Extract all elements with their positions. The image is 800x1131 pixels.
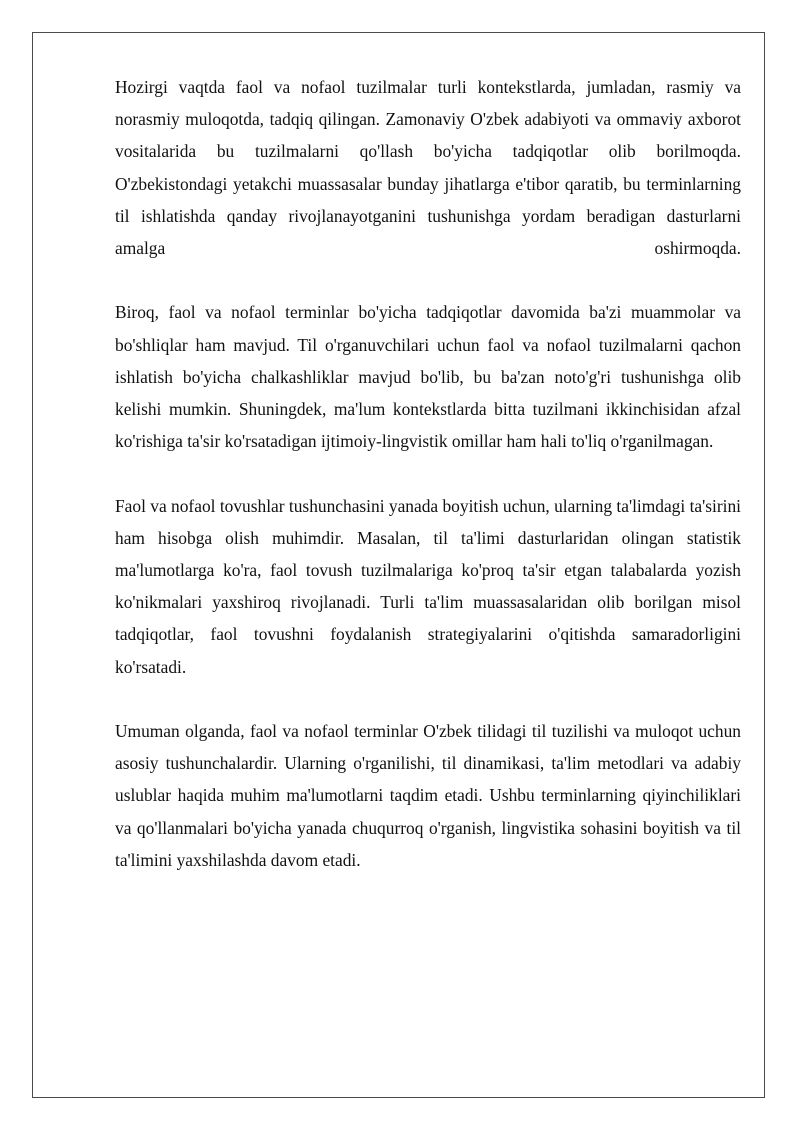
paragraph-2: Biroq, faol va nofaol terminlar bo'yicha tadqiqotlar davomida ba'zi muammolar va bo'shliqlar ham mavjud. Til o'rganuvchilari uchun faol va nofaol tuzilmalarni qachon ishlatish bo'yicha chalkashliklar mavjud bo'lib, bu ba'zan noto'g'ri tushunishga olib kelishi mumkin. Shuningdek, ma'lum kontekstlarda bitta tuzilmani ikkinchisidan afzal ko'rishiga ta'sir ko'rsatadigan ijtimoiy-lingvistik omillar ham hali to'liq o'rganilmagan. xyxy=(115,302,741,452)
document-body xyxy=(115,71,741,908)
paragraph-1: Hozirgi vaqtda faol va nofaol tuzilmalar turli kontekstlarda, jumladan, rasmiy va norasmiy muloqotda, tadqiq qilingan. Zamonaviy O'zbek adabiyoti va ommaviy axborot vositalarida bu tuzilmalarni qo'llash bo'yicha tadqiqotlar olib borilmoqda. O'zbekistondagi yetakchi muassasalar bunday jihatlarga e'tibor qaratib, bu terminlarning til ishlatishda qanday rivojlanayotganini tushunishga yordam beradigan dasturlarni amalga oshirmoqda. xyxy=(115,77,741,259)
paragraph-4: Umuman olganda, faol va nofaol terminlar O'zbek tilidagi til tuzilishi va muloqot uchun asosiy tushunchalardir. Ularning o'rganilishi, til dinamikasi, ta'lim metodlari va adabiy uslublar haqida muhim ma'lumotlarni taqdim etadi. Ushbu terminlarning qiyinchiliklari va qo'llanmalari bo'yicha yanada chuqurroq o'rganish, lingvistika sohasini boyitish va til ta'limini yaxshilashda davom etadi. xyxy=(115,721,741,870)
paragraph-3: Faol va nofaol tovushlar tushunchasini yanada boyitish uchun, ularning ta'limdagi ta'sirini ham hisobga olish muhimdir. Masalan, til ta'limi dasturlaridan olingan statistik ma'lumotlarga ko'ra, faol tovush tuzilmalariga ko'proq ta'sir etgan talabalarda yozish ko'nikmalari yaxshiroq rivojlanadi. Turli ta'lim muassasalaridan olib borilgan misol tadqiqotlar, faol tovushni foydalanish strategiyalarini o'qitishda samaradorligini ko'rsatadi. xyxy=(115,495,741,677)
